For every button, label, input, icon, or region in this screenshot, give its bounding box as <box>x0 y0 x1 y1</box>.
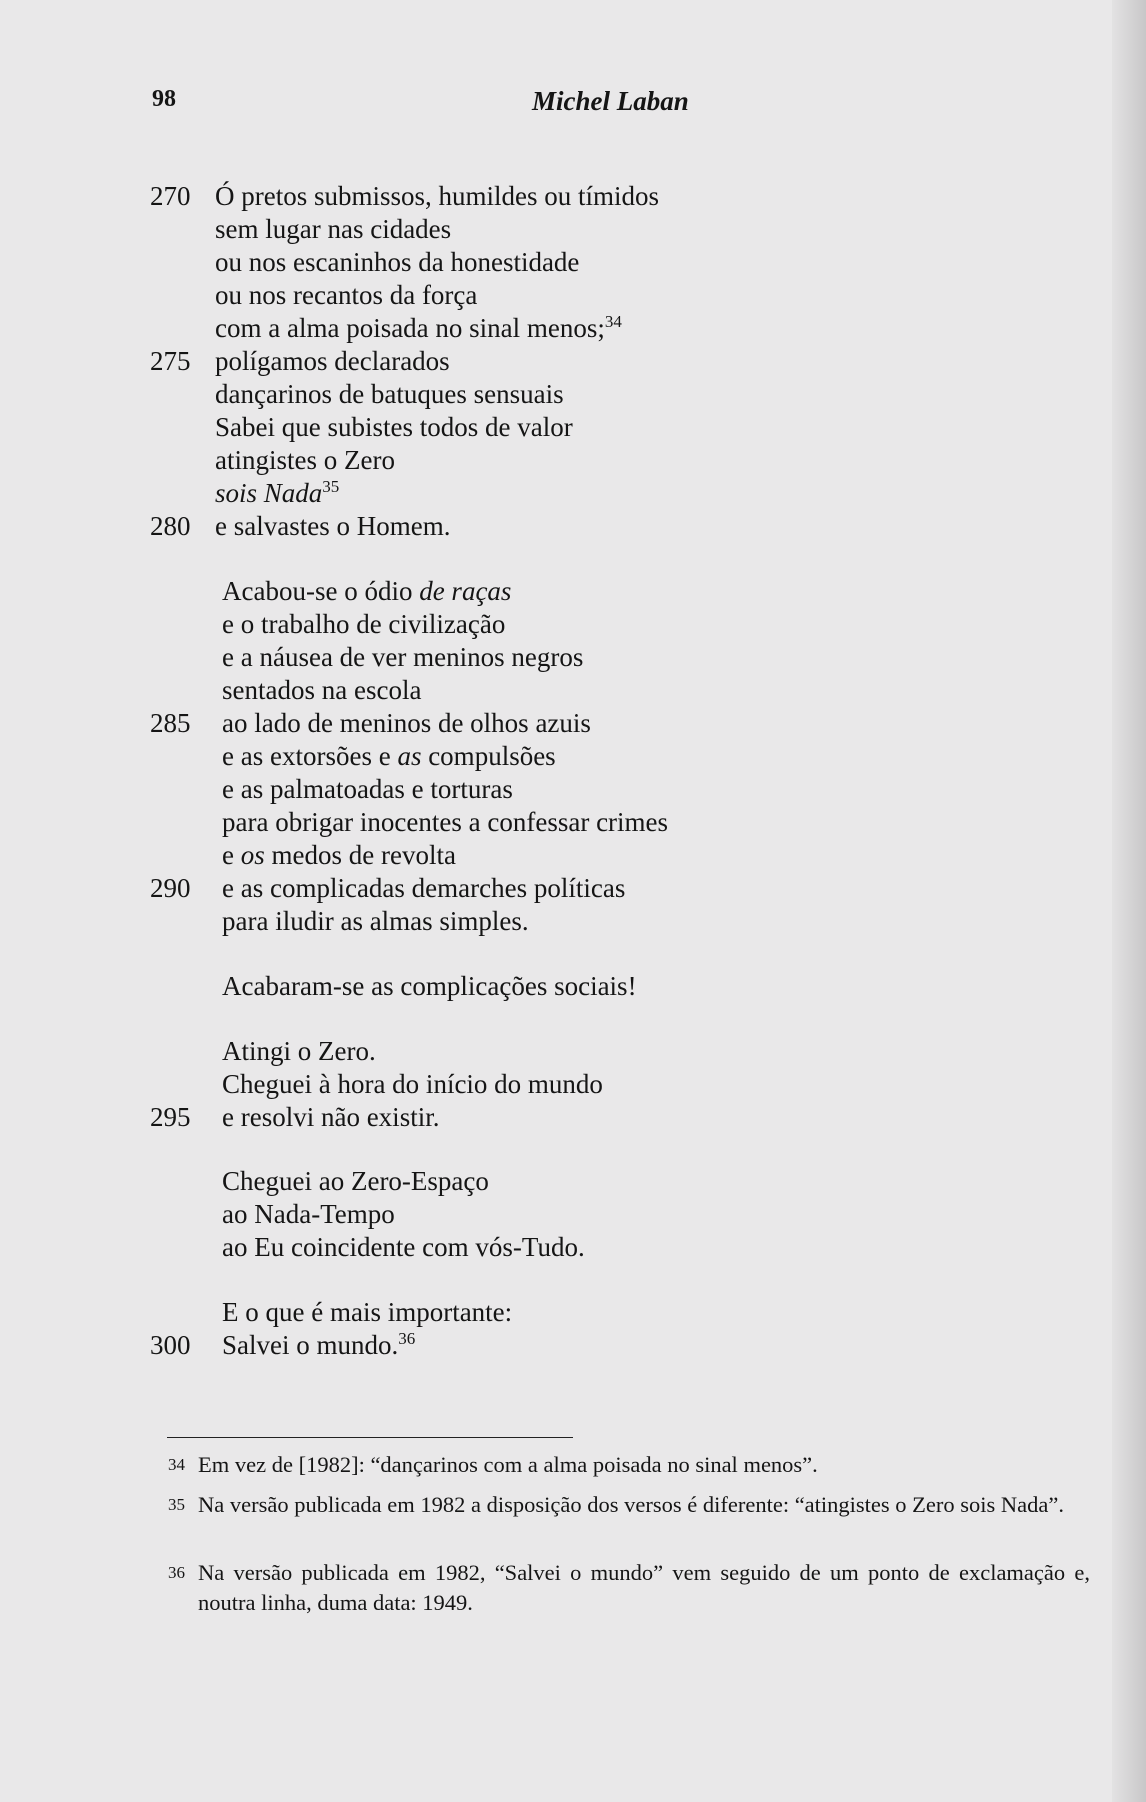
verse-text: sentados na escola <box>222 675 422 705</box>
verse-text-run: medos de revolta <box>264 840 456 870</box>
verse-text-run: e <box>222 840 241 870</box>
verse-text: Atingi o Zero. <box>222 1036 376 1066</box>
verse-text: Sabei que subistes todos de valor <box>215 412 573 442</box>
verse-text <box>222 839 456 872</box>
verse-text <box>222 575 511 608</box>
verse-text-run: com a alma poisada no sinal menos; <box>215 313 605 343</box>
verse-italic: sois Nada <box>215 478 323 508</box>
verse-text: para iludir as almas simples. <box>222 906 529 936</box>
verse-text: dançarinos de batuques sensuais <box>215 379 564 409</box>
verse-text: e as palmatoadas e torturas <box>222 774 513 804</box>
verse-text: sem lugar nas cidades <box>215 214 452 244</box>
verse-text: ao Eu coincidente com vós-Tudo. <box>222 1232 585 1262</box>
line-number: 280 <box>150 511 191 541</box>
verse-text-run: Salvei o mundo. <box>222 1330 399 1360</box>
verse-text: Ó pretos submissos, humildes ou tímidos <box>215 181 660 211</box>
line-number: 295 <box>150 1102 191 1132</box>
line-number: 275 <box>150 346 191 376</box>
footnote-text: Na versão publicada em 1982, “Salvei o mundo” vem seguido de um ponto de exclamação e, noutra linha, duma data: 1949. <box>198 1560 1090 1615</box>
footnote-separator <box>167 1437 573 1438</box>
footnote-number: 34 <box>168 1455 185 1474</box>
verse-text: ou nos escaninhos da honestidade <box>215 247 580 277</box>
footnote <box>168 1558 1090 1618</box>
footnote <box>168 1450 1090 1480</box>
page-number: 98 <box>152 86 176 112</box>
verse-text: Cheguei ao Zero-Espaço <box>222 1166 489 1196</box>
verse-text: e resolvi não existir. <box>222 1102 440 1132</box>
verse-text: e o trabalho de civilização <box>222 609 506 639</box>
verse-text: e a náusea de ver meninos negros <box>222 642 584 672</box>
verse-text: atingistes o Zero <box>215 445 395 475</box>
verse-text: polígamos declarados <box>215 346 450 376</box>
verse-text-run: Acabou-se o ódio <box>222 576 420 606</box>
verse-text: ou nos recantos da força <box>215 280 478 310</box>
line-number: 290 <box>150 873 191 903</box>
verse-text <box>222 1329 415 1362</box>
line-number: 270 <box>150 181 191 211</box>
verse-text <box>215 477 339 510</box>
verse-text: Acabaram-se as complicações sociais! <box>222 971 637 1001</box>
verse-text: para obrigar inocentes a confessar crimes <box>222 807 669 837</box>
verse-text: Cheguei à hora do início do mundo <box>222 1069 603 1099</box>
verse-text <box>215 312 622 345</box>
verse-italic: as <box>397 741 422 771</box>
footnote-marker: 35 <box>322 477 340 496</box>
verse-text: e as complicadas demarches políticas <box>222 873 626 903</box>
verse-text: ao lado de meninos de olhos azuis <box>222 708 591 738</box>
verse-italic: os <box>240 840 265 870</box>
verse-text-run: compulsões <box>421 741 556 771</box>
verse-text: e salvastes o Homem. <box>215 511 451 541</box>
verse-text: E o que é mais importante: <box>222 1297 513 1327</box>
verse-text <box>222 740 556 773</box>
line-number: 285 <box>150 708 191 738</box>
footnote <box>168 1490 1090 1520</box>
verse-text: ao Nada-Tempo <box>222 1199 395 1229</box>
page-gutter-shadow <box>1112 0 1146 1802</box>
footnote-number: 36 <box>168 1563 185 1582</box>
footnote-number: 35 <box>168 1495 185 1514</box>
verse-italic: de raças <box>419 576 512 606</box>
line-number: 300 <box>150 1330 191 1360</box>
footnote-text: Na versão publicada em 1982 a disposição dos versos é diferente: “atingistes o Zero sois Nada”. <box>198 1492 1064 1517</box>
footnote-marker: 34 <box>604 312 622 331</box>
running-head: Michel Laban <box>532 86 689 116</box>
verse-text-run: e as extorsões e <box>222 741 398 771</box>
footnote-text: Em vez de [1982]: “dançarinos com a alma poisada no sinal menos”. <box>198 1452 818 1477</box>
footnote-marker: 36 <box>398 1329 416 1348</box>
page-header <box>0 86 1146 122</box>
